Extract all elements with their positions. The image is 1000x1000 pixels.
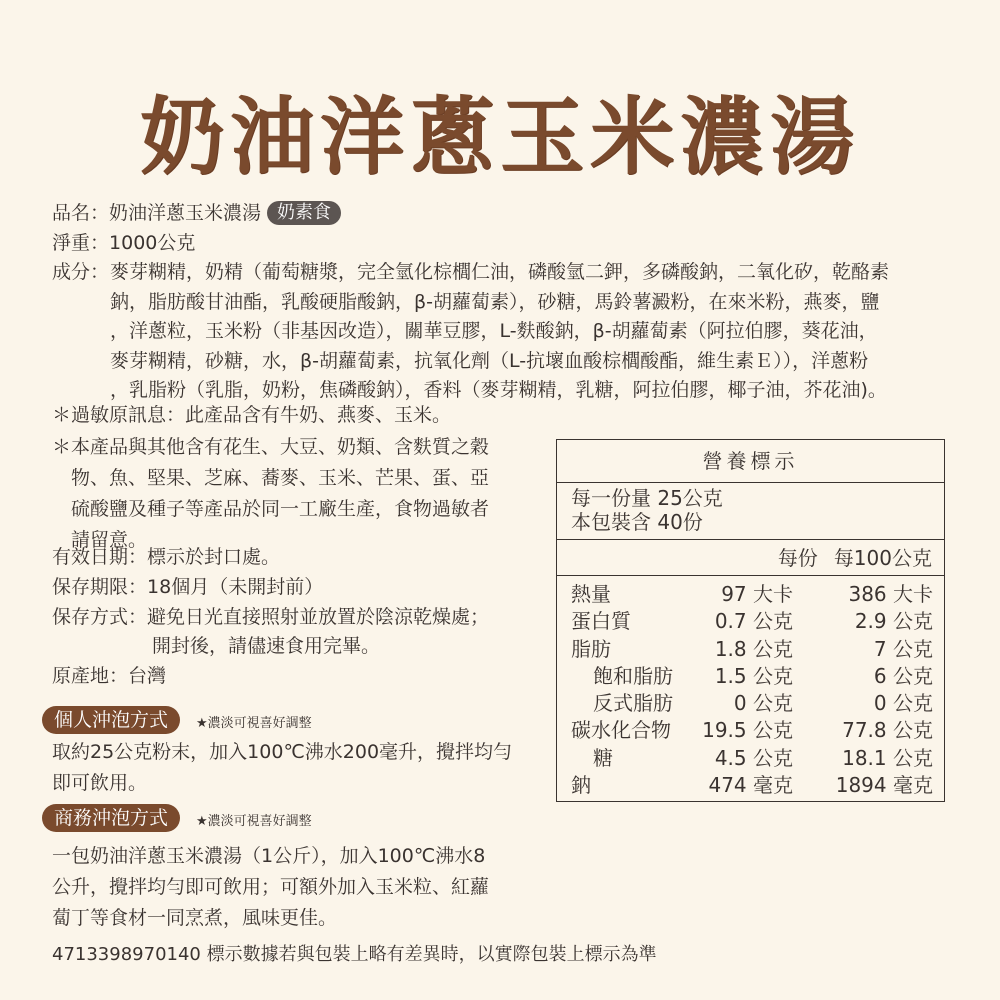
business-prep-line: 公升，攪拌均勻即可飲用；可額外加入玉米粒、紅蘿 xyxy=(52,876,490,898)
allergen-warning-line: ＊本產品與其他含有花生、大豆、奶類、含麩質之穀 xyxy=(52,436,490,458)
ingredients-line: ，洋蔥粒，玉米粉（非基因改造），關華豆膠，L-麩酸鈉，β-胡蘿蔔素（阿拉伯膠，葵花油， xyxy=(110,320,878,342)
nutrition-row xyxy=(571,663,933,690)
nutrient-name: 糖 xyxy=(593,745,613,770)
servings-per-pack: 本包裝含 40份 xyxy=(571,510,703,534)
nutrient-per-100g: 6 公克 xyxy=(873,663,933,688)
nutrient-per-serving: 4.5 公克 xyxy=(714,745,793,770)
nutrient-per-100g: 18.1 公克 xyxy=(842,745,933,770)
business-prep-note: ★濃淡可視喜好調整 xyxy=(196,814,312,829)
nutrient-per-serving: 1.5 公克 xyxy=(714,663,793,688)
footer-note: 4713398970140 標示數據若與包裝上略有差異時，以實際包裝上標示為準 xyxy=(52,944,657,965)
nutrient-per-100g: 7 公克 xyxy=(873,636,933,661)
nutrition-row xyxy=(571,745,933,772)
nutrition-table xyxy=(556,439,945,802)
nutrient-per-100g: 386 大卡 xyxy=(848,582,933,606)
storage-line: 開封後，請儘速食用完畢。 xyxy=(152,635,381,657)
expiry-label: 有效日期： xyxy=(52,546,148,568)
nutrient-name: 脂肪 xyxy=(571,636,611,661)
allergen-warning-line: 硫酸鹽及種子等產品於同一工廠生產，食物過敏者 xyxy=(52,498,490,520)
ingredients-line: 麥芽糊精，奶精（葡萄糖漿，完全氫化棕櫚仁油，磷酸氫二鉀，多磷酸鈉，二氧化矽，乾酪素 xyxy=(110,261,890,283)
storage-label: 保存方式： xyxy=(52,606,148,628)
nutrient-per-100g: 77.8 公克 xyxy=(842,718,933,743)
nutrient-name: 熱量 xyxy=(571,582,611,606)
ingredients-line: 麥芽糊精，砂糖，水，β-胡蘿蔔素，抗氧化劑（L-抗壞血酸棕櫚酸酯，維生素Ｅ）），洋蔥粉 xyxy=(110,349,869,372)
shelf-life-value: 18個月（未開封前） xyxy=(147,576,324,598)
shelf-life-row xyxy=(52,573,323,602)
ingredients-list xyxy=(110,258,889,406)
expiry-row xyxy=(52,543,280,572)
ingredients-line: ，乳脂粉（乳脂，奶粉，焦磷酸鈉），香料（麥芽糊精，乳糖，阿拉伯膠，椰子油，芥花油)。 xyxy=(110,379,887,401)
allergen-warning-line: 請留意。 xyxy=(52,529,148,551)
product-name-label: 品名： xyxy=(52,202,110,224)
nutrition-serving-info xyxy=(571,486,723,534)
col-per-serving: 每份 xyxy=(777,546,818,570)
nutrient-per-serving: 19.5 公克 xyxy=(702,718,793,743)
nutrition-row xyxy=(571,581,933,608)
personal-prep-title: 個人沖泡方式 xyxy=(42,706,180,734)
ingredients-label: 成分： xyxy=(52,261,110,283)
nutrition-rows xyxy=(571,581,933,799)
col-per-100g: 每100公克 xyxy=(833,546,932,570)
nutrition-row xyxy=(571,717,933,744)
nutrient-per-100g: 2.9 公克 xyxy=(854,609,933,634)
allergen-info: ＊過敏原訊息：此產品含有牛奶、燕麥、玉米。 xyxy=(52,404,452,426)
serving-size: 每一份量 25公克 xyxy=(571,486,723,510)
origin-row xyxy=(52,662,166,691)
diet-badge: 奶素食 xyxy=(267,201,341,225)
nutrient-name: 碳水化合物 xyxy=(571,718,671,743)
nutrient-name: 反式脂肪 xyxy=(593,691,673,716)
page-title: 奶油洋蔥玉米濃湯 xyxy=(139,88,860,186)
nutrition-row xyxy=(571,608,933,635)
nutrition-row xyxy=(571,690,933,717)
shelf-life-label: 保存期限： xyxy=(52,576,148,598)
business-prep-line: 蔔丁等食材一同烹煮，風味更佳。 xyxy=(52,907,338,929)
nutrition-column-headers xyxy=(778,543,932,573)
nutrient-per-serving: 97 大卡 xyxy=(721,582,793,606)
personal-prep-note: ★濃淡可視喜好調整 xyxy=(196,716,312,731)
allergen-warning-line: 物、魚、堅果、芝麻、蕎麥、玉米、芒果、蛋、亞 xyxy=(52,467,490,489)
nutrient-name: 蛋白質 xyxy=(571,609,631,634)
expiry-value: 標示於封口處。 xyxy=(147,546,281,568)
personal-prep-text xyxy=(52,737,512,799)
net-weight-value: 1000公克 xyxy=(109,232,196,254)
storage-row xyxy=(52,603,489,632)
nutrition-divider xyxy=(557,575,944,576)
nutrient-name: 飽和脂肪 xyxy=(593,663,673,688)
business-prep-title: 商務沖泡方式 xyxy=(42,804,180,832)
nutrition-divider xyxy=(557,539,944,540)
nutrient-name: 鈉 xyxy=(571,773,591,798)
product-name-value: 奶油洋蔥玉米濃湯 xyxy=(109,202,262,224)
personal-prep-line: 取約25公克粉末，加入100℃沸水200毫升，攪拌均勻 xyxy=(52,741,513,763)
net-weight-label: 淨重： xyxy=(52,232,110,254)
nutrient-per-serving: 0 公克 xyxy=(733,691,793,716)
nutrient-per-100g: 0 公克 xyxy=(873,691,933,716)
net-weight-row xyxy=(52,229,195,258)
nutrient-per-serving: 474 毫克 xyxy=(708,773,793,798)
storage-line: 避免日光直接照射並放置於陰涼乾燥處； xyxy=(147,606,490,628)
origin-label: 原產地： xyxy=(52,665,129,687)
allergen-warning xyxy=(52,432,532,556)
business-prep-text xyxy=(52,841,489,934)
origin-value: 台灣 xyxy=(128,665,167,687)
nutrient-per-serving: 1.8 公克 xyxy=(714,636,793,661)
nutrition-row xyxy=(571,636,933,663)
product-name-row xyxy=(52,199,341,228)
nutrition-title: 營養標示 xyxy=(557,440,944,483)
nutrient-per-serving: 0.7 公克 xyxy=(714,609,793,634)
nutrient-per-100g: 1894 毫克 xyxy=(835,773,933,798)
nutrition-row xyxy=(571,772,933,799)
business-prep-line: 一包奶油洋蔥玉米濃湯（1公斤），加入100℃沸水8 xyxy=(52,845,486,867)
personal-prep-line: 即可飲用。 xyxy=(52,772,148,794)
ingredients-line: 鈉，脂肪酸甘油酯，乳酸硬脂酸鈉，β-胡蘿蔔素），砂糖，馬鈴薯澱粉，在來米粉，燕麥，鹽 xyxy=(110,290,880,313)
